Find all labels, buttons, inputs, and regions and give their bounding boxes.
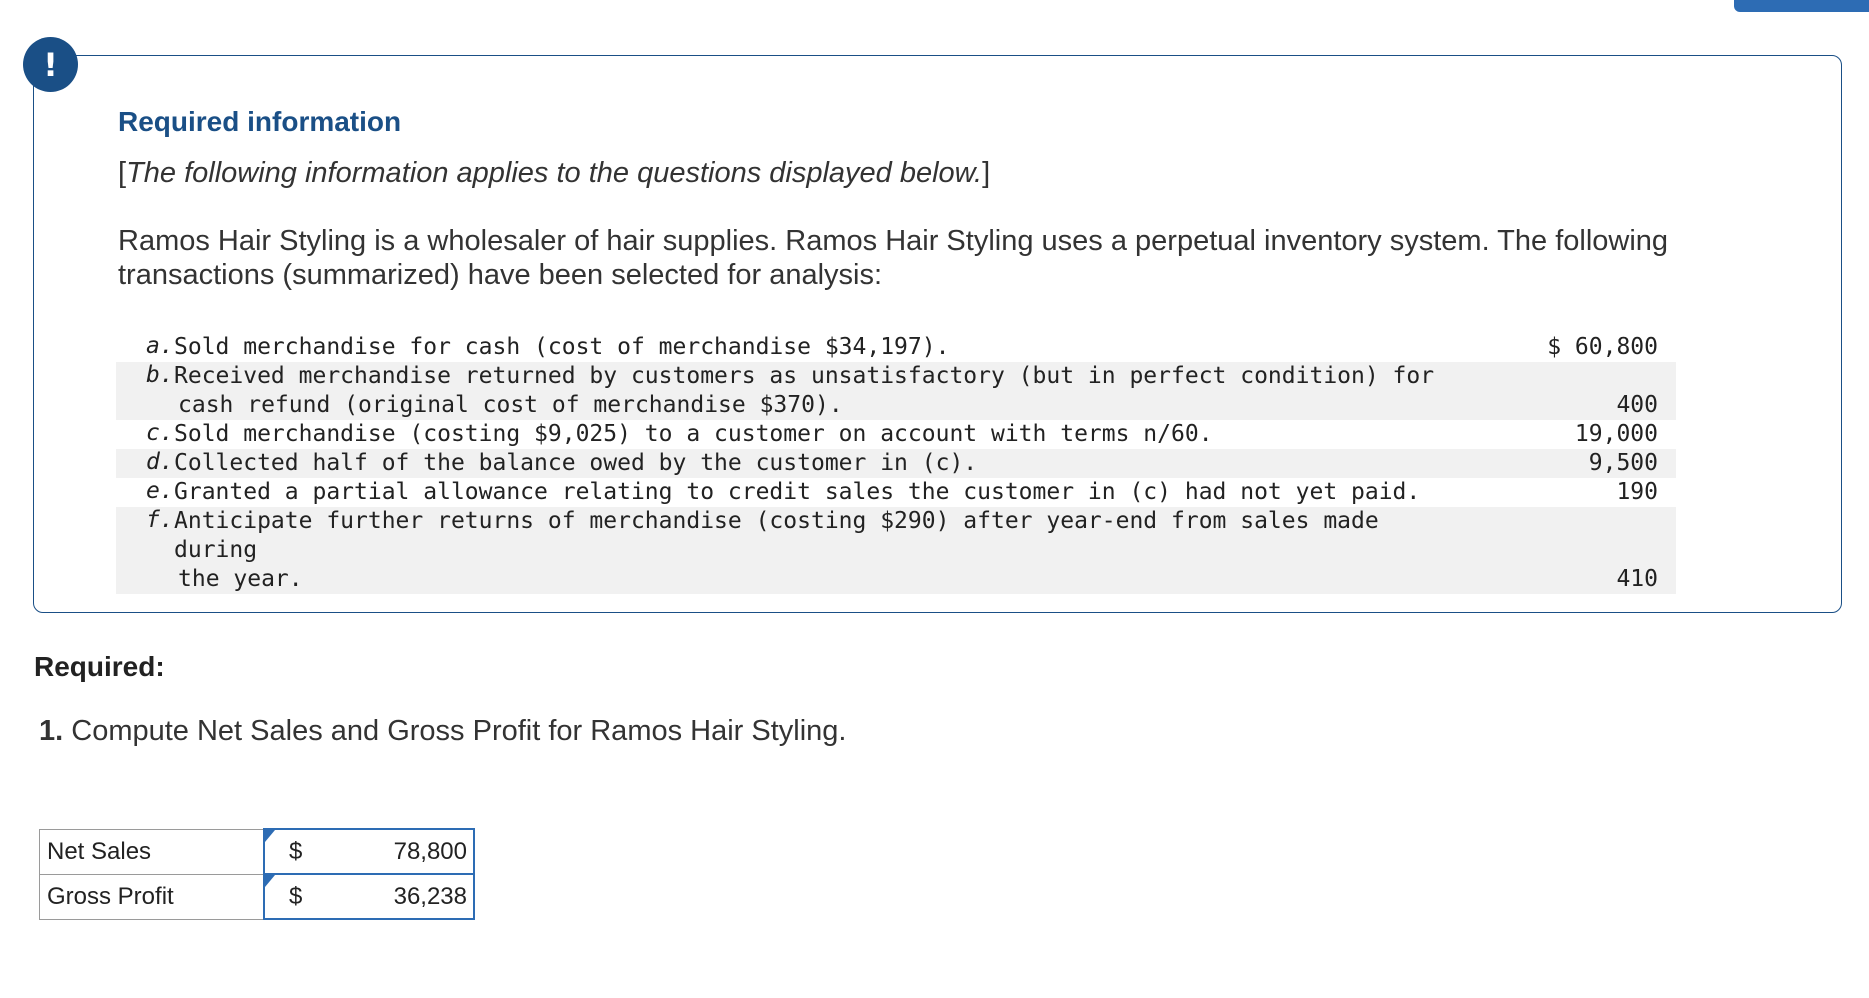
cell-flag-icon (265, 875, 275, 887)
question-text: Compute Net Sales and Gross Profit for Ramos Hair Styling. (63, 715, 847, 747)
answer-table (39, 828, 475, 920)
transaction-row-b (116, 362, 1676, 420)
transaction-letter: a. (146, 333, 174, 359)
transaction-amount: 19,000 (1574, 421, 1658, 447)
transaction-description: Granted a partial allowance relating to credit sales the customer in (c) had not yet paid. (174, 479, 1421, 505)
transaction-letter: b. (146, 362, 174, 388)
answer-label: Gross Profit (40, 874, 265, 919)
transaction-row-d (116, 449, 1676, 478)
question-1 (39, 715, 847, 748)
transactions-table (116, 333, 1676, 594)
answer-value: 78,800 (393, 837, 467, 865)
transaction-row-a (116, 333, 1676, 362)
transaction-letter: d. (146, 449, 174, 475)
info-title: Required information (118, 106, 402, 137)
question-number: 1. (39, 715, 64, 747)
transaction-amount: $ 60,800 (1547, 334, 1658, 360)
transaction-amount: 400 (1616, 392, 1658, 418)
transaction-letter: f. (146, 507, 174, 533)
currency-symbol: $ (289, 882, 303, 910)
transaction-description: Sold merchandise for cash (cost of merchandise $34,197). (174, 334, 950, 360)
transaction-amount: 9,500 (1588, 450, 1658, 476)
info-subtitle: [The following information applies to the questions displayed below.] (118, 157, 991, 189)
transaction-amount: 410 (1616, 566, 1658, 592)
intro-paragraph: Ramos Hair Styling is a wholesaler of hair supplies. Ramos Hair Styling uses a perpetual inventory system. The following transactions (summarized) have been selected for analysis: (118, 225, 1669, 291)
required-information-panel (33, 55, 1842, 613)
answer-row-gross-profit (40, 874, 475, 919)
alert-icon: ! (23, 37, 78, 92)
transaction-description: Sold merchandise (costing $9,025) to a customer on account with terms n/60. (174, 421, 1213, 447)
transaction-row-f (116, 507, 1676, 594)
transaction-row-e (116, 478, 1676, 507)
transaction-amount: 190 (1616, 479, 1658, 505)
answer-label: Net Sales (40, 829, 265, 874)
transaction-letter: e. (146, 478, 174, 504)
currency-symbol: $ (289, 837, 303, 865)
transaction-description: Received merchandise returned by customers as unsatisfactory (but in perfect condition) for cash refund (original cost of merchandise $370). (174, 363, 1435, 418)
gross-profit-input[interactable] (264, 874, 474, 919)
net-sales-input[interactable] (264, 829, 474, 874)
answer-value: 36,238 (393, 882, 467, 910)
answer-row-net-sales (40, 829, 475, 874)
cell-flag-icon (265, 830, 275, 842)
transaction-description: Anticipate further returns of merchandise (costing $290) after year-end from sales made during the year. (174, 508, 1393, 592)
top-scroll-tab[interactable] (1734, 0, 1869, 12)
transaction-letter: c. (146, 420, 174, 446)
transaction-row-c (116, 420, 1676, 449)
required-label: Required: (34, 651, 165, 682)
transaction-description: Collected half of the balance owed by the customer in (c). (174, 450, 978, 476)
